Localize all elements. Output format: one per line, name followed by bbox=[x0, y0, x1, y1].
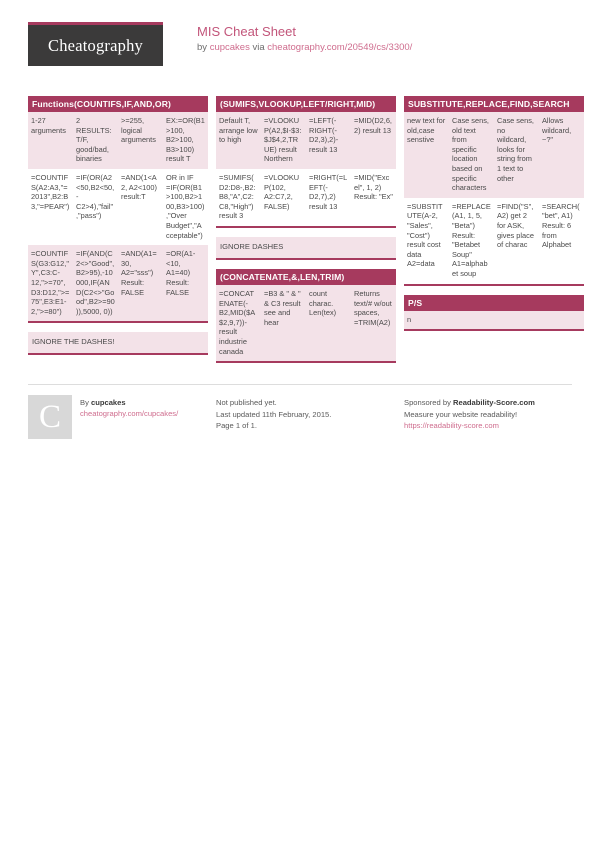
author-link[interactable]: cupcakes bbox=[209, 42, 250, 53]
block-title-concatenate: (CONCATENATE,&,LEN,TRIM) bbox=[216, 269, 396, 285]
block-title-sumifs-vlookup: (SUMIFS,VLOOKUP,LEFT/RIGHT,MID) bbox=[216, 96, 396, 112]
note-ignore-dashes: IGNORE DASHES bbox=[216, 237, 396, 258]
note-ignore-the-dashes: IGNORE THE DASHES! bbox=[28, 332, 208, 353]
table-cell: =VLOOKUP(102, A2:C7,2, FALSE) bbox=[261, 169, 306, 226]
footer-author-url[interactable]: cheatography.com/cupcakes/ bbox=[80, 409, 179, 419]
table-row bbox=[28, 112, 208, 169]
page-title: MIS Cheat Sheet bbox=[197, 24, 296, 39]
block-functions bbox=[28, 96, 208, 323]
table-row bbox=[404, 311, 584, 330]
table-cell: 2 RESULTS: T/F, good/bad, binaries bbox=[73, 112, 118, 169]
table-cell: EX:=OR(B1>100, B2>100, B3>100) result T bbox=[163, 112, 208, 169]
footer-sponsor-tagline: Measure your website readability! bbox=[404, 409, 518, 419]
header-titles bbox=[197, 22, 412, 54]
footer-sponsor bbox=[404, 395, 584, 439]
table-concatenate bbox=[216, 285, 396, 361]
table-cell: =MID(D2,6,2) result 13 bbox=[351, 112, 396, 169]
table-cell: Allows wildcard, ~?" bbox=[539, 112, 584, 198]
table-cell: =OR(A1-<10, A1=40) Result: FALSE bbox=[163, 245, 208, 321]
table-row bbox=[216, 112, 396, 169]
column-1 bbox=[28, 96, 208, 364]
table-cell: =FIND("S",A2) get 2 for ASK, gives place of charac bbox=[494, 198, 539, 284]
footer-last-updated: Last updated 11th February, 2015. bbox=[216, 409, 332, 419]
table-cell: =RIGHT(=LEFT(-D2,7),2) result 13 bbox=[306, 169, 351, 226]
table-cell: 1-27 arguments bbox=[28, 112, 73, 169]
table-cell: =COUNTIFS(G3:G12,"Y",C3:C-12,">=70", D3:D12,">=75",E3:E1-2,">=80") bbox=[28, 245, 73, 321]
table-cell: =VLOOKUP(A2,$I-$3:$J$4,2,TRUE) result Northern bbox=[261, 112, 306, 169]
footer-sponsor-name[interactable]: Readability-Score.com bbox=[452, 398, 535, 408]
table-cell: =SUBSTITUTE(A-2, "Sales", "Cost") result cost data A2=data bbox=[404, 198, 449, 284]
page-header bbox=[28, 0, 572, 84]
logo-text: Cheatography bbox=[48, 35, 143, 55]
cheatography-logo[interactable] bbox=[28, 22, 163, 66]
table-functions bbox=[28, 112, 208, 321]
footer-author-name: cupcakes bbox=[90, 398, 126, 408]
block-title-substitute-replace: SUBSTITUTE,REPLACE,FIND,SEARCH bbox=[404, 96, 584, 112]
table-cell: =MID("Excel", 1, 2) Result: "Ex" bbox=[351, 169, 396, 226]
block-concatenate bbox=[216, 269, 396, 363]
block-substitute-replace bbox=[404, 96, 584, 286]
table-cell: count charac. Len(tex) bbox=[306, 285, 351, 361]
table-row bbox=[404, 198, 584, 284]
table-cell: >=255, logical arguments bbox=[118, 112, 163, 169]
table-cell: =SEARCH("bet", A1) Result: 6 from Alphabet bbox=[539, 198, 584, 284]
byline-prefix: by bbox=[197, 42, 210, 53]
block-title-functions: Functions(COUNTIFS,IF,AND,OR) bbox=[28, 96, 208, 112]
footer-publish-status: Not published yet. bbox=[216, 398, 277, 408]
source-url-link[interactable]: cheatography.com/20549/cs/3300/ bbox=[267, 42, 413, 53]
table-cell: Case sens, no wildcard, looks for string from 1 text to other bbox=[494, 112, 539, 198]
table-row bbox=[404, 112, 584, 198]
table-cell: Returns text/# w/out spaces, =TRIM(A2) bbox=[351, 285, 396, 361]
byline-via: via bbox=[249, 42, 268, 53]
table-cell: =COUNTIFS(A2:A3,"=2013",B2:B3,"=PEAR") bbox=[28, 169, 73, 245]
footer-by-line bbox=[80, 397, 178, 408]
byline bbox=[197, 42, 412, 54]
content-columns bbox=[28, 96, 580, 372]
table-cell: =LEFT(-RIGHT(-D2,3),2)- result 13 bbox=[306, 112, 351, 169]
table-row bbox=[28, 169, 208, 245]
footer-by-label: By bbox=[80, 398, 91, 408]
table-ps bbox=[404, 311, 584, 330]
table-cell: =REPLACE(A1, 1, 5, "Beta") Result: "Betabet Soup" A1=alphabet soup bbox=[449, 198, 494, 284]
block-ignore-dashes-note bbox=[28, 332, 208, 355]
table-sumifs-vlookup bbox=[216, 112, 396, 226]
footer-author bbox=[28, 395, 208, 439]
footer-sponsor-prefix: Sponsored by bbox=[404, 398, 453, 408]
table-cell: =SUMIFS(D2:D8-,B2:B8,"A",C2:C8,"High") result 3 bbox=[216, 169, 261, 226]
table-cell: =IF(AND(C2<>"Good",B2>95),-10000,IF(AND(C2<>"Good",B2>=90)),5000, 0)) bbox=[73, 245, 118, 321]
page-footer bbox=[28, 384, 572, 439]
table-cell: new text for old,case senstive bbox=[404, 112, 449, 198]
footer-sponsor-line bbox=[404, 397, 584, 409]
footer-sponsor-url[interactable]: https://readability-score.com bbox=[404, 421, 499, 431]
footer-author-text bbox=[80, 395, 178, 439]
table-cell: =IF(OR(A2<50,B2<50,-C2>4),"fail","pass") bbox=[73, 169, 118, 245]
table-cell: =AND(1<A2, A2<100) result:T bbox=[118, 169, 163, 245]
table-cell: =B3 & " & " & C3 result see and hear bbox=[261, 285, 306, 361]
table-cell: Default T, arrange low to high bbox=[216, 112, 261, 169]
table-substitute-replace bbox=[404, 112, 584, 284]
block-title-ps: P/S bbox=[404, 295, 584, 311]
table-cell: =AND(A1=30, A2="sss") Result: FALSE bbox=[118, 245, 163, 321]
table-cell: n bbox=[404, 311, 584, 330]
table-row bbox=[216, 169, 396, 226]
table-row bbox=[216, 285, 396, 361]
block-sumifs-vlookup bbox=[216, 96, 396, 228]
footer-publish-info bbox=[216, 395, 396, 439]
block-ps bbox=[404, 295, 584, 332]
table-row bbox=[28, 245, 208, 321]
column-3 bbox=[404, 96, 584, 340]
avatar: C bbox=[28, 395, 72, 439]
table-cell: OR in IF =IF(OR(B1>100,B2>100,B3>100),"Over Budget","Acceptable") bbox=[163, 169, 208, 245]
block-ignore-dashes-note-2 bbox=[216, 237, 396, 260]
column-2 bbox=[216, 96, 396, 372]
table-cell: Case sens, old text from specific location based on specific characters bbox=[449, 112, 494, 198]
footer-page-count: Page 1 of 1. bbox=[216, 421, 257, 431]
table-cell: =CONCATENATE(-B2,MID($A$2,9,7))- result industrie canada bbox=[216, 285, 261, 361]
